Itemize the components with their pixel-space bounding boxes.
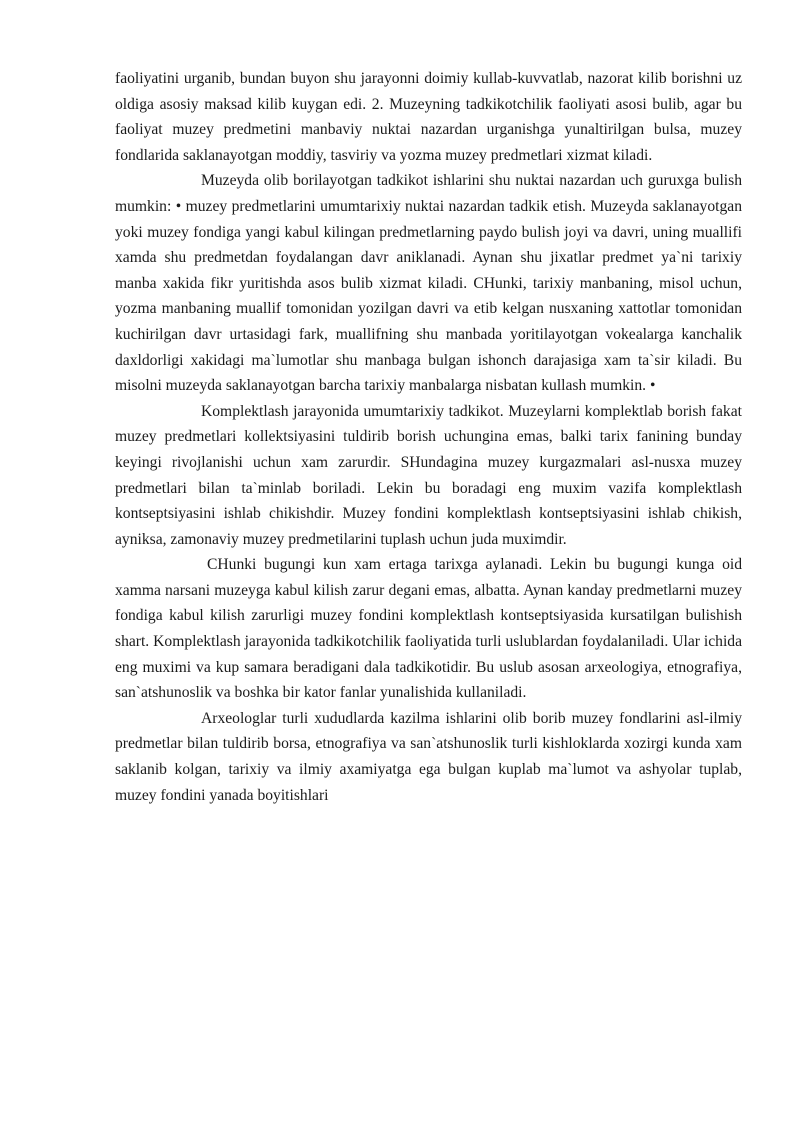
paragraph-5: Arxeologlar turli xududlarda kazilma ishlarini olib borib muzey fondlarini asl-ilmiy predmetlar bilan tuldirib borsa, etnografiya va san`atshunoslik turli kishloklarda xozirgi kunda xam saklanib kolgan, tarixiy va ilmiy axamiyatga ega bulgan kuplab ma`lumot va ashyolar tuplab, muzey fondini yanada boyitishlari	[115, 709, 742, 804]
paragraph-2: Muzeyda olib borilayotgan tadkikot ishlarini shu nuktai nazardan uch guruxga bulish mumkin: • muzey predmetlarini umumtarixiy nuktai nazardan tadkik etish. Muzeyda saklanayotgan yoki muzey fondiga yangi kabul kilingan predmetlarning paydo bulish joyi va davri, uning muallifi xamda shu predmetdan foydalangan davr aniklanadi. Aynan shu jixatlar predmet ya`ni tarixiy manba xakida fikr yuritishda asos bulib xizmat kiladi. CHunki, tarixiy manbaning, misol uchun, yozma manbaning muallif tomonidan yozilgan davri va etib kelgan nusxaning xattotlar tomonidan kuchirilgan davr urtasidagi fark, muallifning shu manbada yoritilayotgan vokealarga kanchalik daxldorligi xakidagi ma`lumotlar shu manbaga bulgan ishonch darajasiga xam ta`sir kiladi. Bu misolni muzeyda saklanayotgan barcha tarixiy manbalarga nisbatan kullash mumkin. •	[115, 172, 742, 395]
paragraph-1: faoliyatini urganib, bundan buyon shu jarayonni doimiy kullab-kuvvatlab, nazorat kilib borishni uz oldiga asosiy maksad kilib kuygan edi. 2. Muzeyning tadkikotchilik faoliyati asosi bulib, agar bu faoliyat muzey predmetini manbaviy nuktai nazardan urganishga yunaltirilgan bulsa, muzey fondlarida saklanayotgan moddiy, tasviriy va yozma muzey predmetlari xizmat kiladi.	[115, 70, 742, 164]
paragraph-4: CHunki bugungi kun xam ertaga tarixga aylanadi. Lekin bu bugungi kunga oid xamma narsani muzeyga kabul kilish zarur degani emas, albatta. Aynan kanday predmetlarni muzey fondiga kabul kilish zarurligi muzey fondini komplektlash kontseptsiyasida kursatilgan bulishish shart. Komplektlash jarayonida tadkikotchilik faoliyatida turli uslublardan foydalaniladi. Ular ichida eng muximi va kup samara beradigani dala tadkikotidir. Bu uslub asosan arxeologiya, etnografiya, san`atshunoslik va boshka bir kator fanlar yunalishida kullaniladi.	[115, 556, 742, 702]
paragraph-3: Komplektlash jarayonida umumtarixiy tadkikot. Muzeylarni komplektlab borish fakat muzey predmetlari kollektsiyasini tuldirib borish uchungina emas, balki tarix fanining bunday keyingi rivojlanishi uchun xam zarurdir. SHundagina muzey kurgazmalari asl-nusxa muzey predmetlari bilan ta`minlab boriladi. Lekin bu boradagi eng muxim vazifa komplektlash kontseptsiyasini ishlab chikishdir. Muzey fondini komplektlash kontseptsiyasini ishlab chikish, ayniksa, zamonaviy muzey predmetilarini tuplash uchun juda muximdir.	[115, 402, 742, 548]
document-page	[115, 66, 742, 808]
